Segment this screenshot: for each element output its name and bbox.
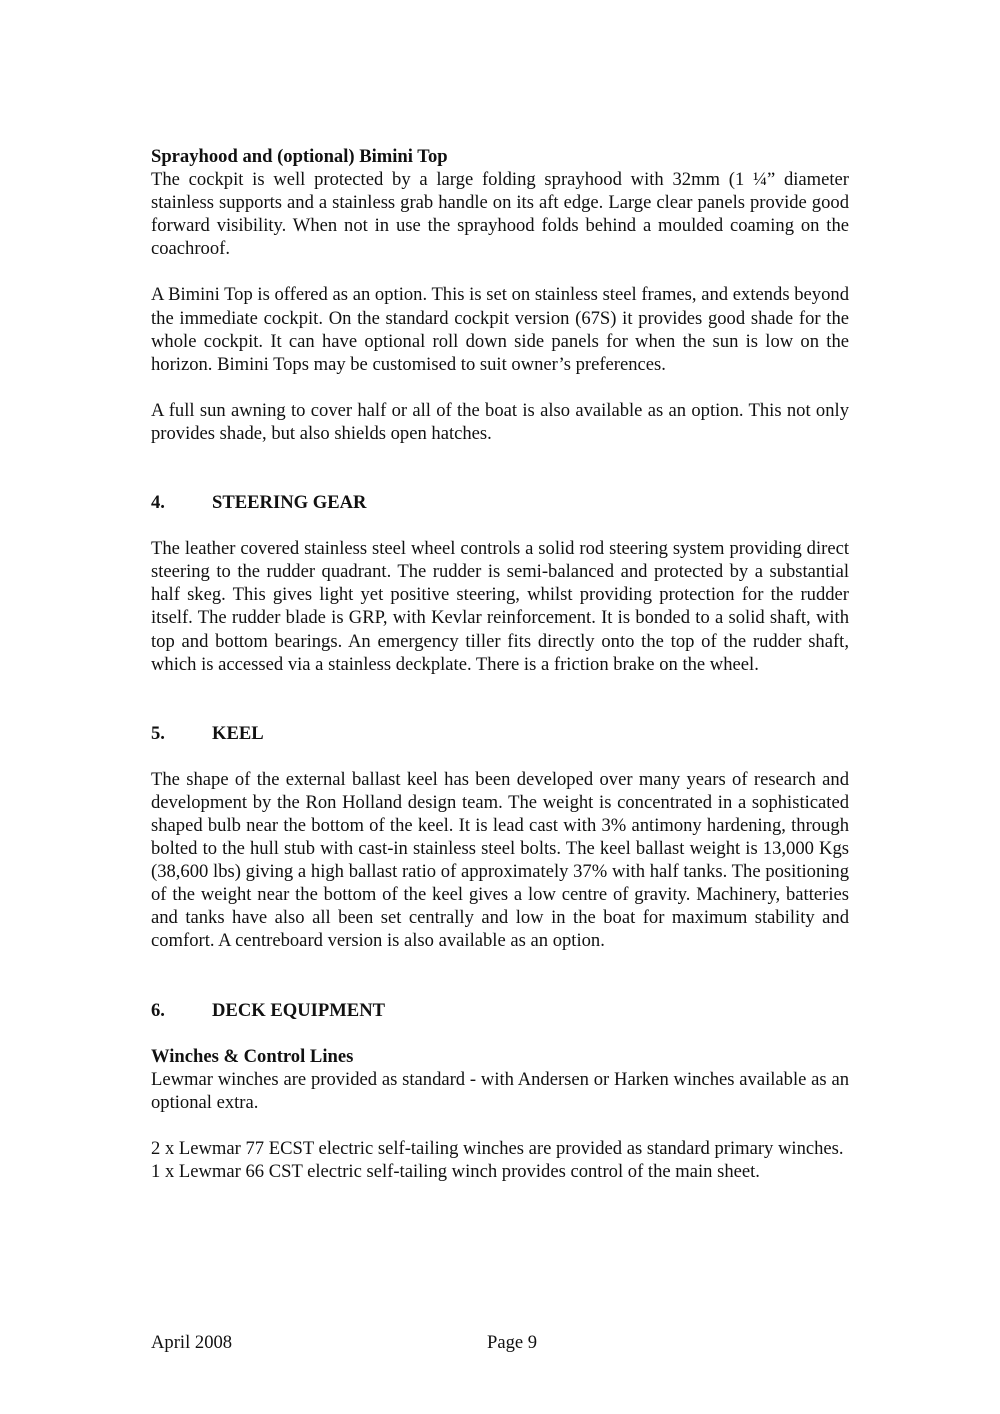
- steering-title: STEERING GEAR: [212, 492, 367, 514]
- keel-title: KEEL: [212, 722, 264, 744]
- deck-title: DECK EQUIPMENT: [212, 999, 386, 1021]
- sprayhood-paragraph-2: A Bimini Top is offered as an option. This is set on stainless steel frames, and extends beyond the immediate cockpit. On the standard cockpit version (67S) it provides good shade for the whole cockpit. It can have optional roll down side panels for when the sun is low on the horizon. Bimini Tops may be customised to suit owner’s preferences.: [151, 284, 849, 375]
- footer-page-number: Page 9: [487, 1332, 538, 1353]
- steering-heading: [151, 491, 849, 514]
- footer-date: April 2008: [151, 1332, 233, 1353]
- steering-paragraph: The leather covered stainless steel wheel controls a solid rod steering system providing direct steering to the rudder quadrant. The rudder is semi-balanced and protected by a substantial half skeg. This gives light yet positive steering, whilst providing protection for the rudder itself. The rudder blade is GRP, with Kevlar reinforcement. It is bonded to a solid shaft, with top and bottom bearings. An emergency tiller fits directly onto the top of the rudder shaft, which is accessed via a stainless deckplate. There is a friction brake on the wheel.: [151, 538, 849, 675]
- sprayhood-heading: Sprayhood and (optional) Bimini Top: [151, 146, 448, 167]
- keel-paragraph: The shape of the external ballast keel has been developed over many years of research and development by the Ron Holland design team. The weight is concentrated in a sophisticated shaped bulb near the bottom of the keel. It is lead cast with 3% antimony hardening, through bolted to the hull stub with cast-in stainless steel bolts. The keel ballast weight is 13,000 Kgs (38,600 lbs) giving a high ballast ratio of approximately 37% with half tanks. The positioning of the weight near the bottom of the keel gives a low centre of gravity. Machinery, batteries and tanks have also all been set centrally and low in the boat for maximum stability and comfort. A centreboard version is also available as an option.: [151, 768, 849, 952]
- keel-number: 5.: [151, 722, 165, 744]
- winches-paragraph-1: Lewmar winches are provided as standard - with Andersen or Harken winches available as an optional extra.: [151, 1068, 849, 1113]
- document-body: [151, 145, 849, 1183]
- winches-paragraph-2: 2 x Lewmar 77 ECST electric self-tailing winches are provided as standard primary winches.: [151, 1137, 844, 1159]
- winches-paragraph-3: 1 x Lewmar 66 CST electric self-tailing winch provides control of the main sheet.: [151, 1161, 760, 1182]
- steering-number: 4.: [151, 492, 165, 514]
- winches-subheading: Winches & Control Lines: [151, 1045, 354, 1067]
- deck-heading: [151, 999, 849, 1022]
- deck-number: 6.: [151, 999, 165, 1021]
- sprayhood-paragraph-3: A full sun awning to cover half or all of the boat is also available as an option. This not only provides shade, but also shields open hatches.: [151, 399, 849, 444]
- sprayhood-paragraph-1: The cockpit is well protected by a large folding sprayhood with 32mm (1 ¼” diameter stainless supports and a stainless grab handle on its aft edge. Large clear panels provide good forward visibility. When not in use the sprayhood folds behind a moulded coaming on the coachroof.: [151, 169, 849, 260]
- keel-heading: [151, 722, 849, 745]
